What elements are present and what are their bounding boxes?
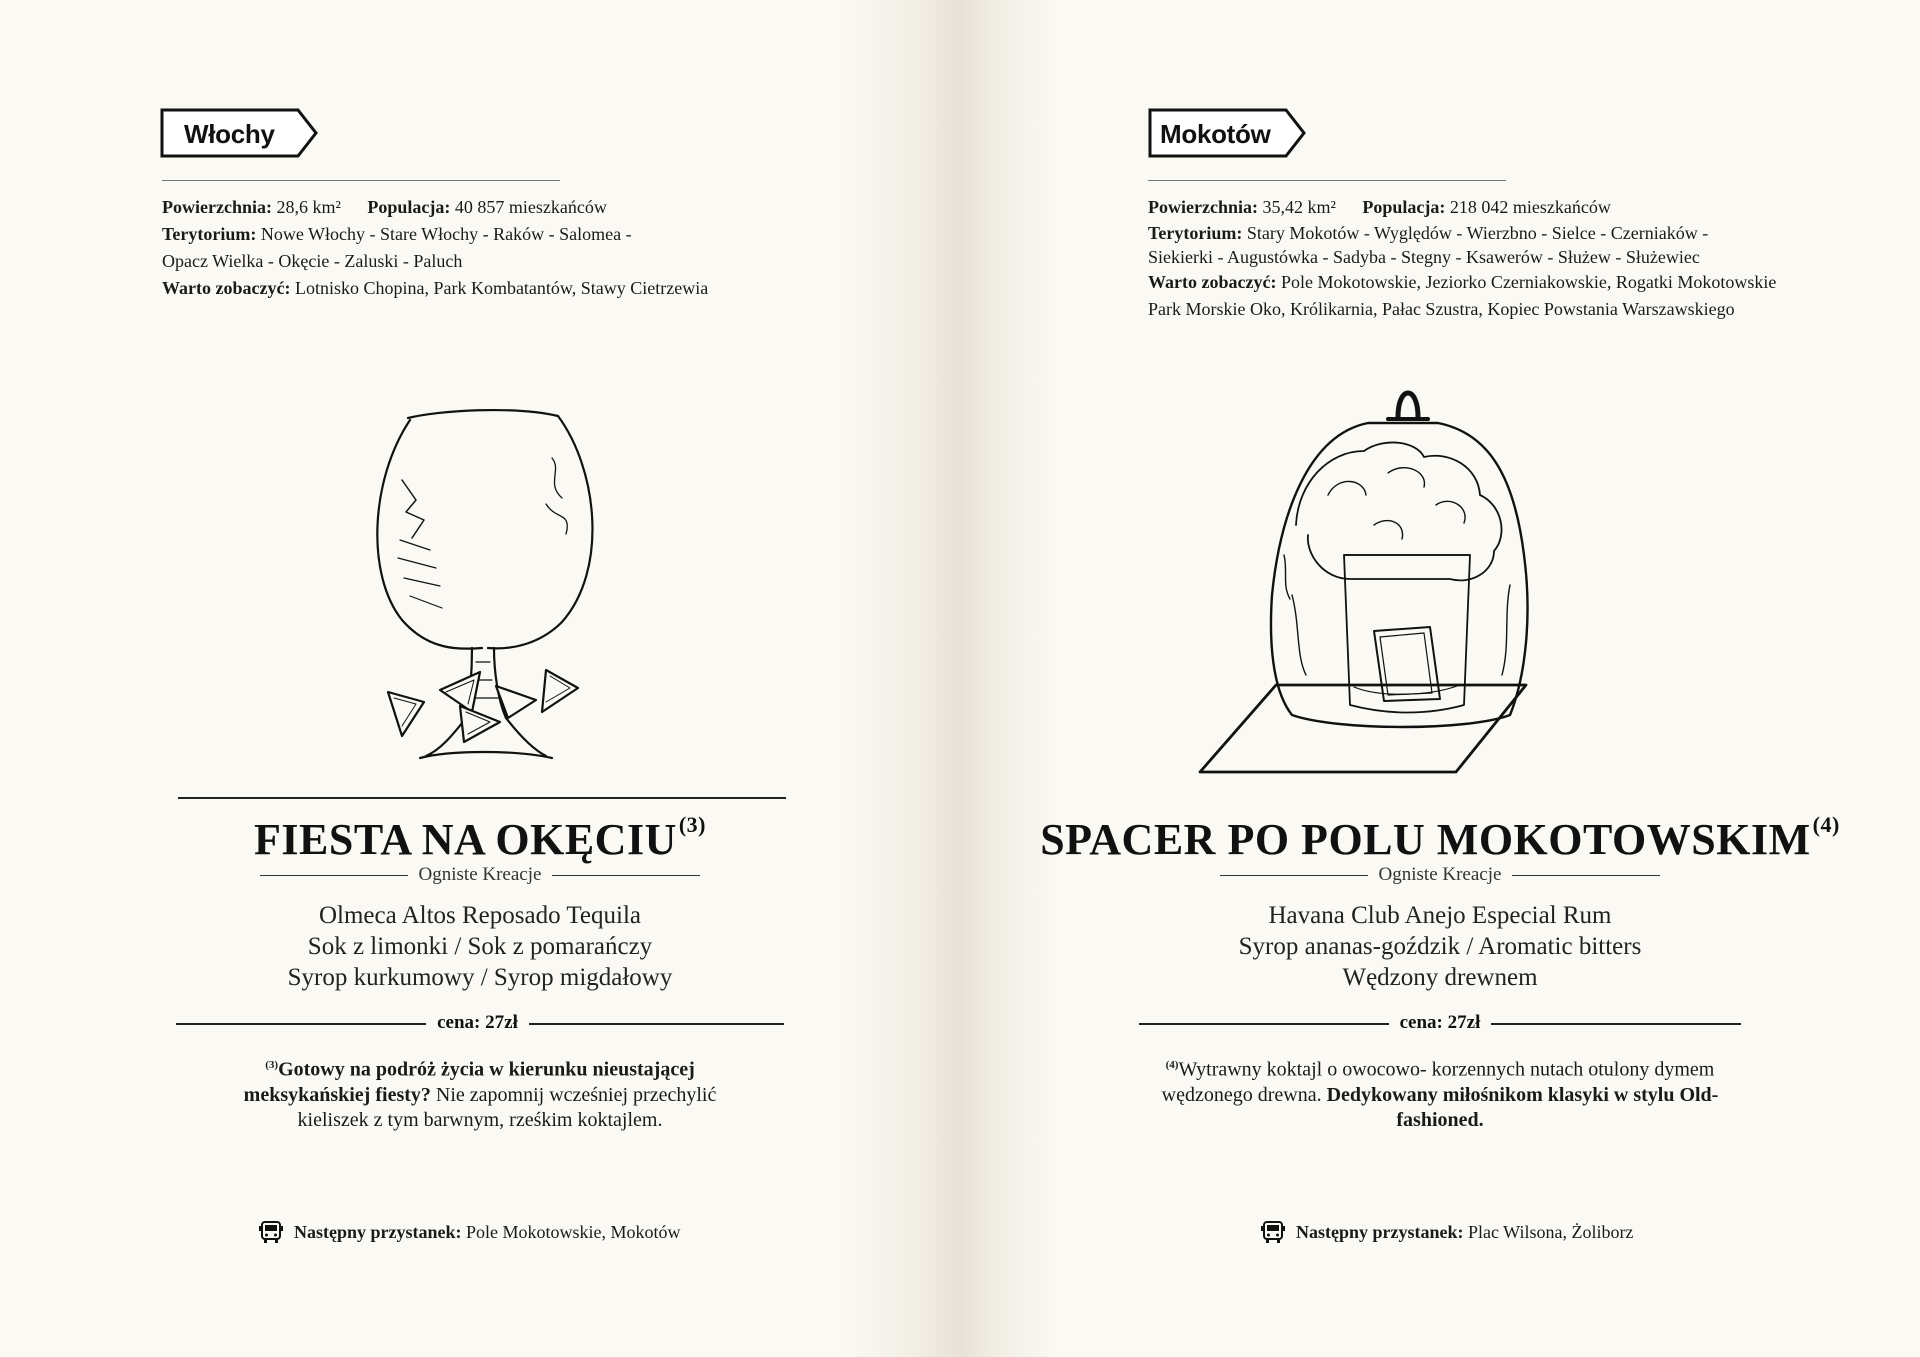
description-footnote: (3): [265, 1059, 279, 1071]
cocktail-title: [960, 812, 1920, 865]
ingredient-line: Syrop kurkumowy / Syrop migdałowy: [287, 964, 673, 991]
info-divider: [162, 180, 560, 181]
district-info: [1148, 194, 1776, 323]
next-stop: [258, 1222, 681, 1245]
next-stop-value: Plac Wilsona, Żoliborz: [1468, 1222, 1634, 1242]
description-bold: Dedykowany miłośnikom klasyki w stylu Old- fashioned.: [1321, 1083, 1719, 1131]
district-info: [162, 194, 708, 302]
territory-label: Terytorium:: [162, 224, 257, 244]
district-tag: [1148, 108, 1308, 158]
territory-value-cont: Siekierki - Augustówka - Sadyba - Stegny - Ksawerów - Służew - Służewiec: [1148, 247, 1700, 267]
info-sights-line: [162, 275, 708, 302]
info-territory-line: [1148, 221, 1776, 245]
district-tag: [160, 108, 320, 158]
price-row: [960, 1012, 1920, 1034]
price-row: [0, 1012, 960, 1034]
description-text: Nie zapomnij wcześniej przechylić kieliszek z tym barwnym, rześkim koktajlem.: [297, 1083, 717, 1131]
info-sights-line: [1148, 269, 1776, 296]
area-label: Powierzchnia:: [162, 197, 272, 217]
population-label: Populacja:: [1362, 197, 1446, 217]
sights-value: Pole Mokotowskie, Jeziorko Czerniakowskie, Rogatki Mokotowskie: [1280, 272, 1777, 292]
ingredients-list: [0, 900, 960, 993]
next-stop-label: Następny przystanek:: [1296, 1222, 1464, 1242]
sights-label: Warto zobaczyć:: [162, 278, 291, 298]
sights-label: Warto zobaczyć:: [1148, 272, 1277, 292]
category-row: [0, 864, 960, 886]
snifter-glass-illustration: [340, 400, 640, 790]
population-label: Populacja:: [367, 197, 451, 217]
territory-label: Terytorium:: [1148, 223, 1243, 243]
next-stop: [1260, 1222, 1633, 1245]
bus-icon: [1260, 1219, 1286, 1245]
territory-value: Stary Mokotów - Wyględów - Wierzbno - Sielce - Czerniaków -: [1246, 223, 1709, 243]
info-stats-line: [1148, 194, 1776, 221]
description-bold: Gotowy na podróż życia w kierunku nieustającej meksykańskiej fiesty?: [243, 1058, 695, 1106]
cocktail-footnote: (4): [1812, 812, 1840, 837]
cocktail-title: [0, 812, 960, 865]
territory-value: Nowe Włochy - Stare Włochy - Raków - Salomea -: [260, 224, 632, 244]
info-divider: [1148, 180, 1506, 181]
area-value: 35,42 km²: [1262, 197, 1336, 217]
ingredient-line: Havana Club Anejo Especial Rum: [1268, 902, 1612, 929]
description-footnote: (4): [1165, 1059, 1179, 1071]
cocktail-category: Ogniste Kreacje: [418, 864, 542, 885]
population-value: 40 857 mieszkańców: [454, 197, 607, 217]
sights-value: Lotnisko Chopina, Park Kombatantów, Stawy Cietrzewia: [294, 278, 709, 298]
cocktail-price: cena: 27zł: [437, 1012, 518, 1033]
cocktail-price: cena: 27zł: [1399, 1012, 1481, 1033]
population-value: 218 042 mieszkańców: [1449, 197, 1611, 217]
ingredient-line: Wędzony drewnem: [1342, 964, 1538, 991]
info-stats-line: [162, 194, 708, 221]
area-label: Powierzchnia:: [1148, 197, 1258, 217]
district-name: Włochy: [184, 119, 275, 149]
area-value: 28,6 km²: [276, 197, 341, 217]
sights-value-cont: Park Morskie Oko, Królikarnia, Pałac Szustra, Kopiec Powstania Warszawskiego: [1148, 299, 1735, 319]
ingredient-line: Olmeca Altos Reposado Tequila: [318, 902, 642, 929]
next-stop-value: Pole Mokotowskie, Mokotów: [466, 1222, 681, 1242]
ingredient-line: Syrop ananas-goździk / Aromatic bitters: [1238, 933, 1642, 960]
category-row: [960, 864, 1920, 886]
smoked-cocktail-cloche-illustration: [1188, 375, 1598, 775]
territory-value-cont: Opacz Wielka - Okęcie - Zaluski - Paluch: [162, 251, 463, 271]
right-page: [960, 0, 1920, 1357]
cocktail-description: [1160, 1053, 1720, 1133]
bus-icon: [258, 1219, 284, 1245]
cocktail-footnote: (3): [678, 812, 706, 837]
cocktail-description: [220, 1053, 740, 1133]
district-name: Mokotów: [1160, 119, 1271, 149]
ingredients-list: [960, 900, 1920, 993]
cocktail-name: SPACER PO POLU MOKOTOWSKIM: [1040, 815, 1811, 864]
cocktail-category: Ogniste Kreacje: [1378, 864, 1502, 885]
description-text: Wytrawny koktajl o owocowo- korzennych nutach otulony dymem wędzonego drewna.: [1161, 1058, 1715, 1106]
next-stop-label: Następny przystanek:: [294, 1222, 462, 1242]
title-top-rule: [178, 797, 786, 799]
info-territory-line: [162, 221, 708, 248]
cocktail-name: FIESTA NA OKĘCIU: [254, 815, 677, 864]
ingredient-line: Sok z limonki / Sok z pomarańczy: [307, 933, 653, 960]
